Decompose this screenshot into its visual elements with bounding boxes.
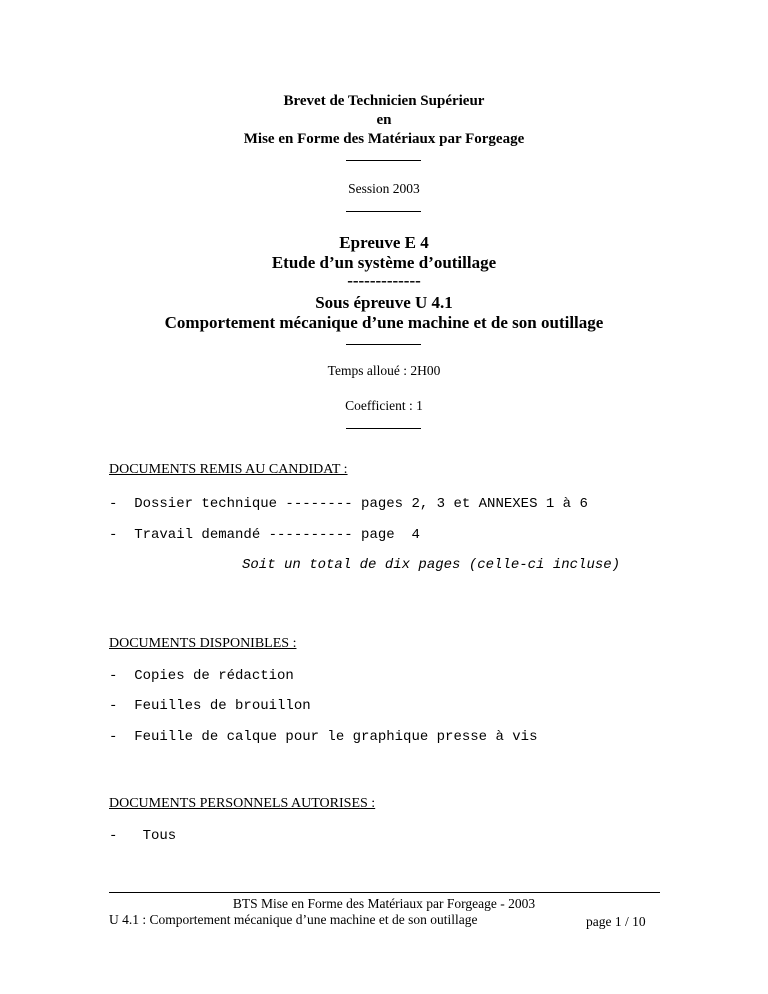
epreuve-title: Epreuve E 4 [339, 233, 429, 252]
diploma-title: Brevet de Technicien Supérieur [283, 93, 485, 109]
list-item: - Tous [109, 828, 177, 844]
footer-title: BTS Mise en Forme des Matériaux par Forgeage - 2003 [232, 896, 536, 911]
documents-personnels-heading: DOCUMENTS PERSONNELS AUTORISES : [109, 796, 376, 811]
list-item: - Feuilles de brouillon [109, 698, 311, 714]
session-label: Session 2003 [348, 181, 420, 196]
separator [346, 160, 421, 161]
diploma-specialty: Mise en Forme des Matériaux par Forgeage [243, 131, 525, 147]
time-allowed: Temps alloué : 2H00 [327, 363, 441, 378]
epreuve-subtitle: Etude d’un système d’outillage [271, 253, 497, 272]
total-pages-note: Soit un total de dix pages (celle-ci incluse) [242, 557, 621, 573]
separator [346, 211, 421, 212]
footer-divider [109, 892, 660, 893]
list-item: - Travail demandé ---------- page 4 [109, 527, 420, 543]
page-number: page 1 / 10 [586, 914, 646, 929]
documents-remis-heading: DOCUMENTS REMIS AU CANDIDAT : [109, 462, 348, 477]
separator [346, 428, 421, 429]
separator [346, 344, 421, 345]
documents-disponibles-heading: DOCUMENTS DISPONIBLES : [109, 636, 297, 651]
epreuve-dashes: ------------- [347, 271, 421, 290]
footer-subtitle: U 4.1 : Comportement mécanique d’une machine et de son outillage [109, 912, 478, 927]
diploma-en: en [376, 112, 392, 128]
coefficient: Coefficient : 1 [345, 398, 423, 413]
sous-epreuve-title: Sous épreuve U 4.1 [315, 293, 453, 312]
list-item: - Copies de rédaction [109, 668, 294, 684]
sous-epreuve-subtitle: Comportement mécanique d’une machine et de son outillage [164, 313, 604, 332]
list-item: - Feuille de calque pour le graphique presse à vis [109, 729, 538, 745]
list-item: - Dossier technique -------- pages 2, 3 et ANNEXES 1 à 6 [109, 496, 588, 512]
